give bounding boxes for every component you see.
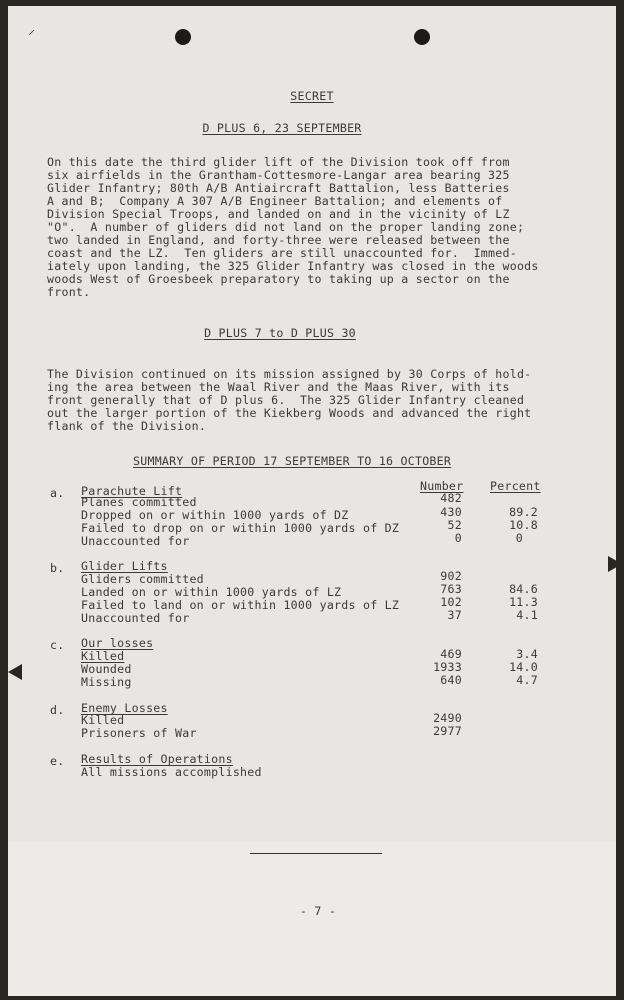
row-number: 1933 xyxy=(433,660,462,674)
row-label: Killed xyxy=(81,649,125,663)
row-label: Wounded xyxy=(81,662,132,676)
row-percent: 10.8 xyxy=(509,518,538,532)
row-number: 0 xyxy=(454,531,462,545)
row-number: 902 xyxy=(440,569,462,583)
row-label: Prisoners of War xyxy=(81,726,197,740)
text-line: Division Special Troops, and landed on and in the vicinity of LZ xyxy=(47,207,510,221)
section-title: Results of Operations xyxy=(81,752,233,766)
row-label: Planes committed xyxy=(81,495,197,509)
text-line: A and B; Company A 307 A/B Engineer Battalion; and elements of xyxy=(47,194,503,208)
text-line: coast and the LZ. Ten gliders are still unaccounted for. Immed- xyxy=(47,246,517,260)
text-line: out the larger portion of the Kiekberg Woods and advanced the right xyxy=(47,406,532,420)
row-number: 102 xyxy=(440,595,462,609)
text-line: Glider Infantry; 80th A/B Antiaircraft Battalion, less Batteries xyxy=(47,181,510,195)
text-line: "O". A number of gliders did not land on the proper landing zone; xyxy=(47,220,525,234)
row-number: 640 xyxy=(440,673,462,687)
page-number: - 7 - xyxy=(299,904,337,918)
row-label: Gliders committed xyxy=(81,572,204,586)
row-percent: 84.6 xyxy=(509,582,538,596)
row-number: 469 xyxy=(440,647,462,661)
text-line: front generally that of D plus 6. The 325 Glider Infantry cleaned xyxy=(47,393,525,407)
section-letter: e. xyxy=(50,754,65,768)
row-percent: 4.1 xyxy=(516,608,538,622)
classification-heading: SECRET xyxy=(290,89,334,103)
section-letter: a. xyxy=(50,486,65,500)
row-percent: 0 xyxy=(515,531,523,545)
row-number: 52 xyxy=(447,518,462,532)
footer-rule xyxy=(250,853,382,854)
row-label: Killed xyxy=(81,713,125,727)
row-number: 37 xyxy=(447,608,462,622)
col-header-number: Number xyxy=(420,479,464,493)
col-header-percent: Percent xyxy=(490,479,541,493)
row-percent: 14.0 xyxy=(509,660,538,674)
row-label: Failed to land on or within 1000 yards of LZ xyxy=(81,598,400,612)
page-lower-band xyxy=(8,842,616,996)
date-heading: D PLUS 6, 23 SEPTEMBER xyxy=(202,121,362,135)
row-label: Unaccounted for xyxy=(81,534,190,548)
page-edge-notch-left xyxy=(8,664,22,680)
section-heading: D PLUS 7 to D PLUS 30 xyxy=(204,326,356,340)
row-percent: 11.3 xyxy=(509,595,538,609)
section-title: Glider Lifts xyxy=(81,559,168,573)
row-number: 430 xyxy=(440,505,462,519)
section-letter: c. xyxy=(50,638,65,652)
section-title: Our losses xyxy=(81,636,154,650)
text-line: two landed in England, and forty-three were released between the xyxy=(47,233,510,247)
punch-hole-right xyxy=(414,29,430,45)
row-label: Dropped on or within 1000 yards of DZ xyxy=(81,508,349,522)
section-title: Enemy Losses xyxy=(81,701,168,715)
row-label: Failed to drop on or within 1000 yards of DZ xyxy=(81,521,400,535)
row-label: Unaccounted for xyxy=(81,611,190,625)
section-letter: b. xyxy=(50,561,65,575)
punch-hole-left xyxy=(175,29,191,45)
row-number: 2490 xyxy=(433,711,462,725)
text-line: ing the area between the Waal River and the Maas River, with its xyxy=(47,380,510,394)
row-percent: 89.2 xyxy=(509,505,538,519)
summary-title: SUMMARY OF PERIOD 17 SEPTEMBER TO 16 OCTOBER xyxy=(133,454,452,468)
page-edge-notch xyxy=(608,556,622,572)
row-label: Landed on or within 1000 yards of LZ xyxy=(81,585,342,599)
row-percent: 4.7 xyxy=(516,673,538,687)
text-line: woods West of Groesbeek preparatory to taking up a sector on the xyxy=(47,272,510,286)
text-line: On this date the third glider lift of the Division took off from xyxy=(47,155,510,169)
text-line: flank of the Division. xyxy=(47,419,207,433)
row-label: All missions accomplished xyxy=(81,765,262,779)
ink-mark: ⸝ xyxy=(28,22,35,38)
row-percent: 3.4 xyxy=(516,647,538,661)
text-line: six airfields in the Grantham-Cottesmore-Langar area bearing 325 xyxy=(47,168,510,182)
section-title: Parachute Lift xyxy=(81,484,183,498)
row-label: Missing xyxy=(81,675,132,689)
text-line: The Division continued on its mission assigned by 30 Corps of hold- xyxy=(47,367,532,381)
row-number: 482 xyxy=(440,491,462,505)
row-number: 763 xyxy=(440,582,462,596)
text-line: iately upon landing, the 325 Glider Infantry was closed in the woods xyxy=(47,259,539,273)
row-number: 2977 xyxy=(433,724,462,738)
section-letter: d. xyxy=(50,703,65,717)
text-line: front. xyxy=(47,285,91,299)
